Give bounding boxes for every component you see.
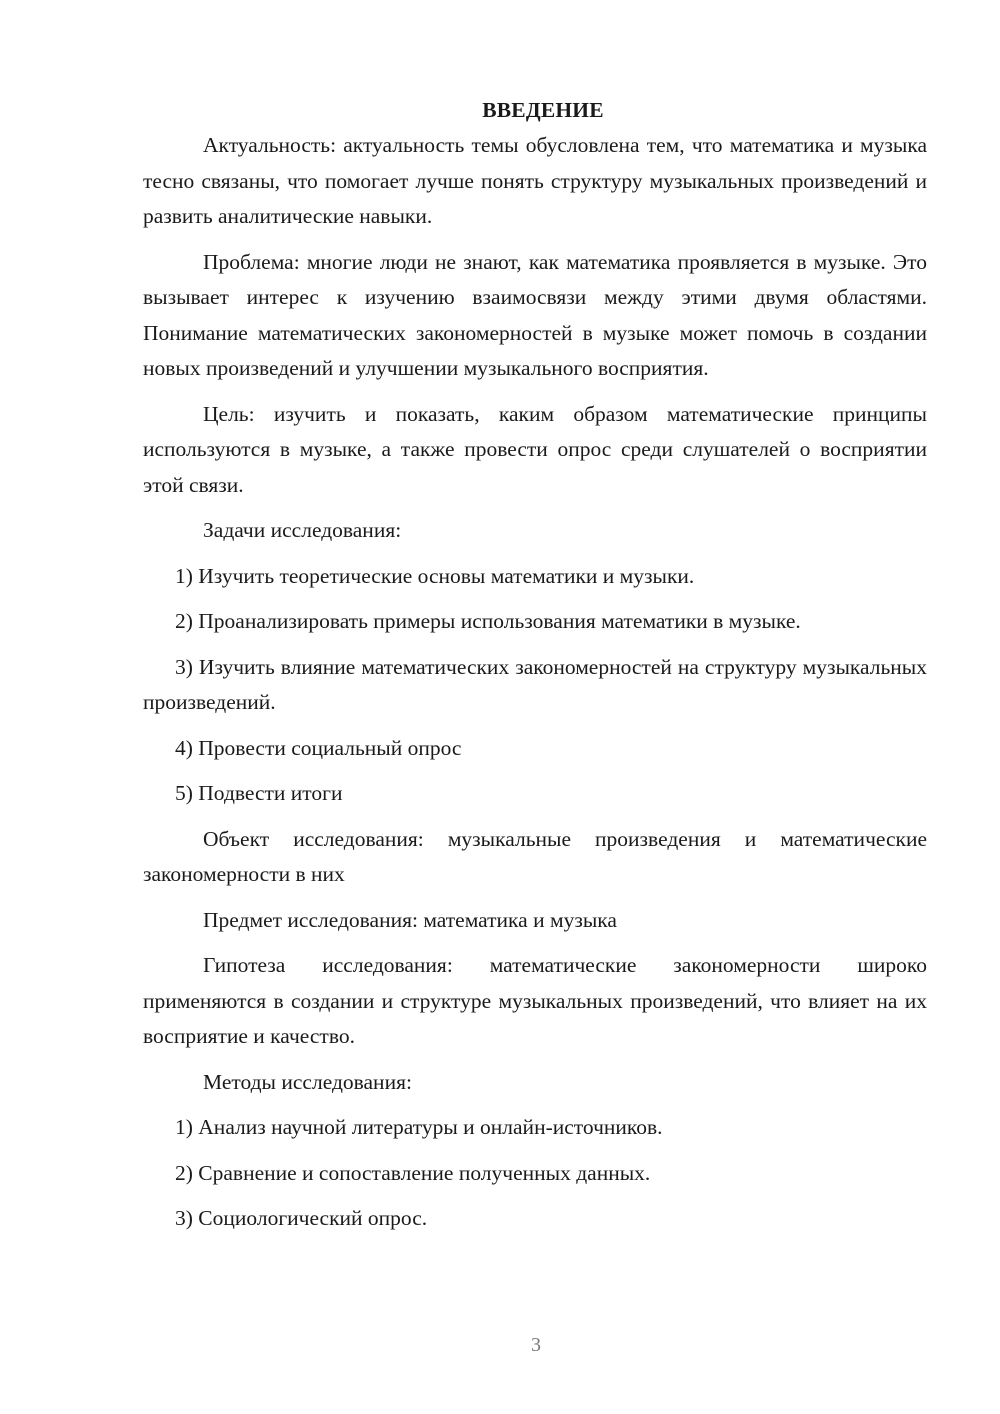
object-paragraph: Объект исследования: музыкальные произведения и математические закономерности в них [143, 826, 927, 886]
goal-paragraph: Цель: изучить и показать, каким образом математические принципы используются в музыке, а также провести опрос среди слушателей о восприятии этой связи. [143, 401, 927, 497]
task-item-2: 2) Проанализировать примеры использования математики в музыке. [175, 609, 801, 633]
tasks-heading: Задачи исследования: [203, 518, 402, 542]
method-item-1: 1) Анализ научной литературы и онлайн-источников. [175, 1115, 663, 1139]
method-item-2: 2) Сравнение и сопоставление полученных данных. [175, 1160, 651, 1185]
task-item-5: 5) Подвести итоги [175, 781, 343, 805]
task-item-4: 4) Провести социальный опрос [175, 735, 462, 760]
problem-paragraph: Проблема: многие люди не знают, как математика проявляется в музыке. Это вызывает интерес к изучению взаимосвязи между этими двумя областями. Понимание математических закономерностей в музыке может помочь в создании новых произведений и улучшении музыкального восприятия. [143, 249, 927, 380]
relevance-paragraph: Актуальность: актуальность темы обусловлена тем, что математика и музыка тесно связаны, что помогает лучше понять структуру музыкальных произведений и развить аналитические навыки. [143, 133, 927, 228]
task-item-3: 3) Изучить влияние математических закономерностей на структуру музыкальных произведений. [143, 654, 927, 714]
methods-heading: Методы исследования: [203, 1069, 412, 1094]
hypothesis-paragraph: Гипотеза исследования: математические закономерности широко применяются в создании и структуре музыкальных произведений, что влияет на их восприятие и качество. [143, 953, 927, 1048]
page-number: 3 [531, 1334, 541, 1356]
subject-paragraph: Предмет исследования: математика и музыка [203, 907, 617, 932]
task-item-1: 1) Изучить теоретические основы математики и музыки. [175, 563, 695, 588]
page-content [143, 93, 927, 1247]
method-item-3: 3) Социологический опрос. [175, 1206, 428, 1230]
page-title: ВВЕДЕНИЕ [482, 98, 604, 122]
